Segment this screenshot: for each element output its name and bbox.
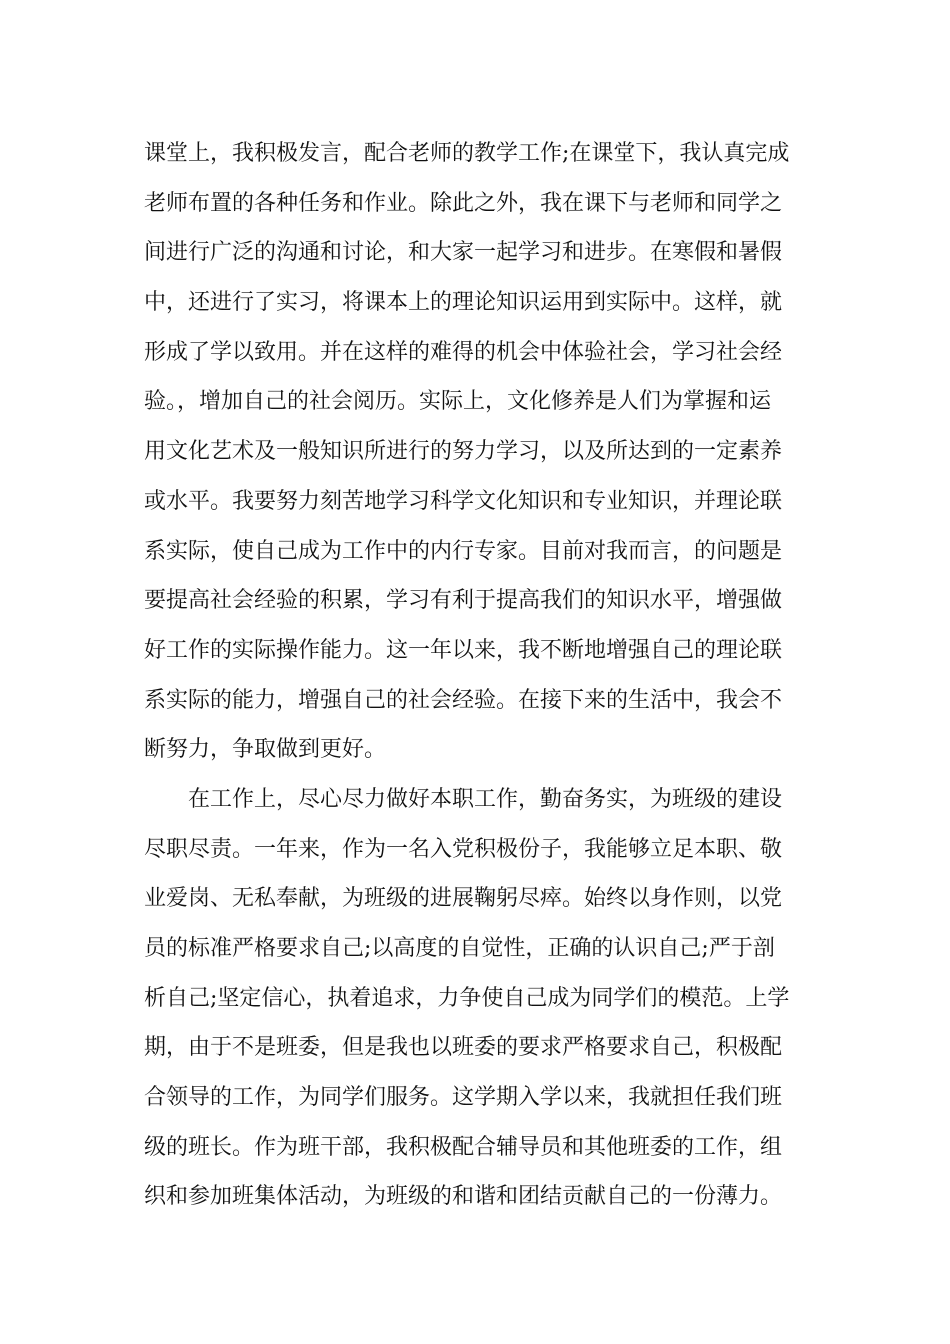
paragraph-1 [144,132,814,778]
text-line: 好工作的实际操作能力。这一年以来，我不断地增强自己的理论联 [144,637,783,663]
paragraph-2 [144,778,814,1225]
text-line: 系实际的能力，增强自己的社会经验。在接下来的生活中，我会不 [144,687,783,713]
text-line: 用文化艺术及一般知识所进行的努力学习，以及所达到的一定素养 [144,439,783,465]
body-text [144,132,814,1225]
text-line: 断努力，争取做到更好。 [144,737,387,763]
text-line: 级的班长。作为班干部，我积极配合辅导员和其他班委的工作，组 [144,1134,783,1160]
text-line: 要提高社会经验的积累，学习有利于提高我们的知识水平，增强做 [144,588,783,614]
text-line: 合领导的工作，为同学们服务。这学期入学以来，我就担任我们班 [144,1085,783,1111]
text-line: 织和参加班集体活动，为班级的和谐和团结贡献自己的一份薄力。 [144,1184,783,1210]
text-line: 验。，增加自己的社会阅历。实际上，文化修养是人们为掌握和运 [144,389,772,415]
text-line: 在工作上，尽心尽力做好本职工作，勤奋务实，为班级的建设 [188,786,783,812]
text-line: 员的标准严格要求自己;以高度的自觉性，正确的认识自己;严于剖 [144,936,775,961]
text-line: 业爱岗、无私奉献，为班级的进展鞠躬尽瘁。始终以身作则，以党 [144,886,783,912]
text-line: 课堂上，我积极发言，配合老师的教学工作;在课堂下，我认真完成 [144,141,790,166]
text-line: 期，由于不是班委，但是我也以班委的要求严格要求自己，积极配 [144,1035,783,1061]
text-line: 形成了学以致用。并在这样的难得的机会中体验社会，学习社会经 [144,339,783,365]
text-line: 间进行广泛的沟通和讨论，和大家一起学习和进步。在寒假和暑假 [144,240,783,266]
text-line: 老师布置的各种任务和作业。除此之外，我在课下与老师和同学之 [144,190,783,216]
text-line: 析自己;坚定信心，执着追求，力争使自己成为同学们的模范。上学 [144,985,790,1011]
text-line: 系实际，使自己成为工作中的内行专家。目前对我而言，的问题是 [144,538,783,564]
text-line: 或水平。我要努力刻苦地学习科学文化知识和专业知识，并理论联 [144,488,783,514]
text-line: 中，还进行了实习，将课本上的理论知识运用到实际中。这样，就 [144,290,783,316]
text-line: 尽职尽责。一年来，作为一名入党积极份子，我能够立足本职、敬 [144,836,783,862]
